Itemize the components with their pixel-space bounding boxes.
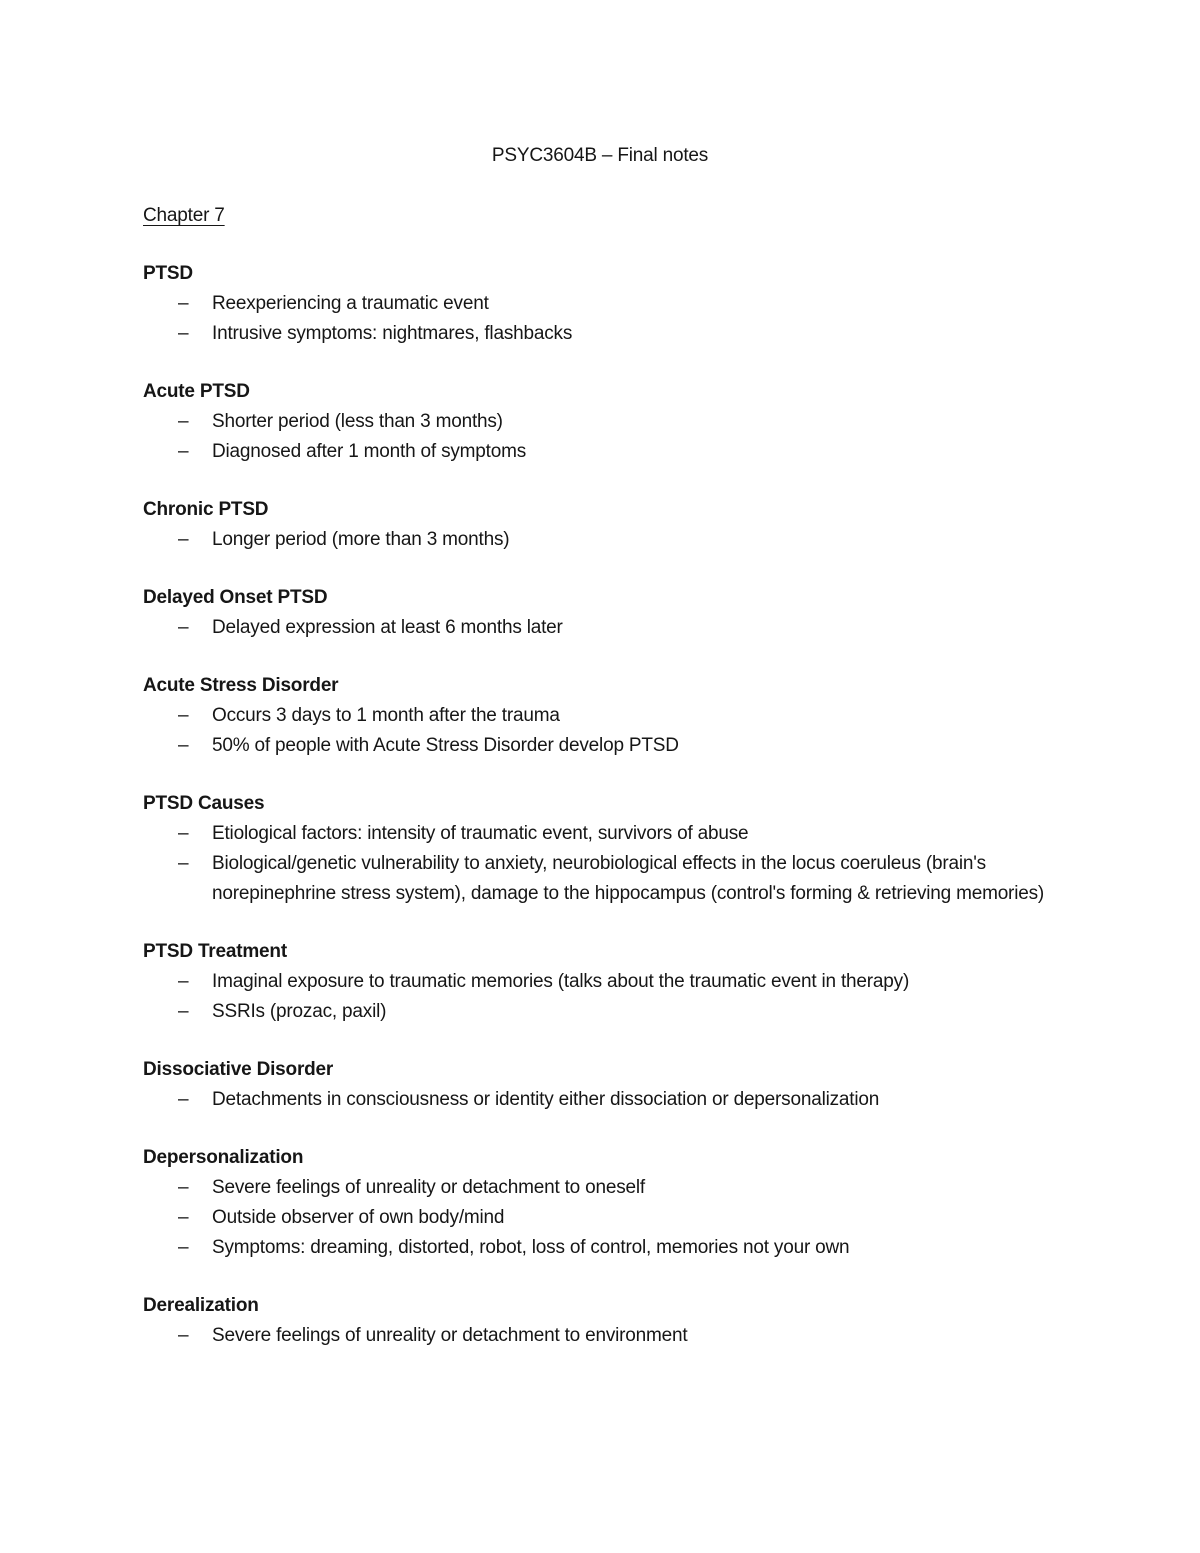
list-item: [143, 437, 1080, 467]
bullet-text: Delayed expression at least 6 months later: [212, 617, 563, 638]
section-delayed-onset-ptsd: [143, 583, 1080, 643]
bullet-list: [143, 967, 1080, 1027]
list-item: [143, 1321, 1080, 1351]
section-acute-stress-disorder: [143, 671, 1080, 761]
list-item: [143, 967, 1080, 997]
list-item: [143, 289, 1080, 319]
list-item: [143, 613, 1080, 643]
document-title: PSYC3604B – Final notes: [491, 145, 709, 166]
section-ptsd: [143, 259, 1080, 349]
section-acute-ptsd: [143, 377, 1080, 467]
bullet-list: [143, 1173, 1080, 1263]
section-ptsd-treatment: [143, 937, 1080, 1027]
list-item: [143, 407, 1080, 437]
chapter-heading: Chapter 7: [143, 205, 225, 226]
list-item: [143, 849, 1080, 909]
bullet-text: Shorter period (less than 3 months): [212, 411, 503, 432]
list-item: [143, 1233, 1080, 1263]
bullet-text: Symptoms: dreaming, distorted, robot, loss of control, memories not your own: [212, 1237, 850, 1258]
dash-bullet-marker: –: [178, 1325, 189, 1346]
bullet-list: [143, 289, 1080, 349]
bullet-text: Etiological factors: intensity of traumatic event, survivors of abuse: [212, 823, 749, 844]
bullet-list: [143, 407, 1080, 467]
list-item: [143, 819, 1080, 849]
chapter-heading-row: [143, 201, 1080, 231]
dash-bullet-marker: –: [178, 823, 189, 844]
bullet-list: [143, 701, 1080, 761]
dash-bullet-marker: –: [178, 735, 189, 756]
bullet-text: Outside observer of own body/mind: [212, 1207, 505, 1228]
bullet-text: Occurs 3 days to 1 month after the trauma: [212, 705, 560, 726]
dash-bullet-marker: –: [178, 323, 189, 344]
section-heading: PTSD Treatment: [143, 941, 287, 962]
bullet-text: SSRIs (prozac, paxil): [212, 1001, 387, 1022]
bullet-text: Imaginal exposure to traumatic memories (talks about the traumatic event in therapy): [212, 971, 910, 992]
bullet-list: [143, 525, 1080, 555]
section-heading: Derealization: [143, 1295, 259, 1316]
bullet-list: [143, 613, 1080, 643]
section-heading: Acute PTSD: [143, 381, 250, 402]
dash-bullet-marker: –: [178, 411, 189, 432]
dash-bullet-marker: –: [178, 529, 189, 550]
list-item: [143, 525, 1080, 555]
section-ptsd-causes: [143, 789, 1080, 909]
dash-bullet-marker: –: [178, 441, 189, 462]
dash-bullet-marker: –: [178, 1207, 189, 1228]
list-item: [143, 1173, 1080, 1203]
section-dissociative-disorder: [143, 1055, 1080, 1115]
section-heading: Acute Stress Disorder: [143, 675, 339, 696]
bullet-list: [143, 819, 1080, 909]
bullet-text: Severe feelings of unreality or detachment to oneself: [212, 1177, 645, 1198]
bullet-text: Reexperiencing a traumatic event: [212, 293, 489, 314]
dash-bullet-marker: –: [178, 971, 189, 992]
dash-bullet-marker: –: [178, 853, 189, 874]
bullet-text: Detachments in consciousness or identity either dissociation or depersonalization: [212, 1089, 880, 1110]
dash-bullet-marker: –: [178, 1001, 189, 1022]
section-heading: PTSD: [143, 263, 193, 284]
dash-bullet-marker: –: [178, 617, 189, 638]
bullet-text: Longer period (more than 3 months): [212, 529, 510, 550]
list-item: [143, 701, 1080, 731]
section-depersonalization: [143, 1143, 1080, 1263]
list-item: [143, 731, 1080, 761]
bullet-text: 50% of people with Acute Stress Disorder develop PTSD: [212, 735, 679, 756]
list-item: [143, 1085, 1080, 1115]
bullet-list: [143, 1085, 1080, 1115]
bullet-list: [143, 1321, 1080, 1351]
list-item: [143, 1203, 1080, 1233]
bullet-text: Intrusive symptoms: nightmares, flashbacks: [212, 323, 573, 344]
section-heading: Chronic PTSD: [143, 499, 269, 520]
dash-bullet-marker: –: [178, 705, 189, 726]
dash-bullet-marker: –: [178, 1237, 189, 1258]
list-item: [143, 319, 1080, 349]
bullet-text: Severe feelings of unreality or detachment to environment: [212, 1325, 688, 1346]
bullet-text: Diagnosed after 1 month of symptoms: [212, 441, 527, 462]
section-heading: Depersonalization: [143, 1147, 304, 1168]
dash-bullet-marker: –: [178, 293, 189, 314]
bullet-text: Biological/genetic vulnerability to anxiety, neurobiological effects in the locus coeruleus (brain's norepinephrine stress system), damage to the hippocampus (control's forming & retrieving memories): [212, 853, 1045, 904]
section-heading: Delayed Onset PTSD: [143, 587, 328, 608]
section-chronic-ptsd: [143, 495, 1080, 555]
section-heading: PTSD Causes: [143, 793, 265, 814]
section-heading: Dissociative Disorder: [143, 1059, 334, 1080]
dash-bullet-marker: –: [178, 1089, 189, 1110]
section-derealization: [143, 1291, 1080, 1351]
list-item: [143, 997, 1080, 1027]
dash-bullet-marker: –: [178, 1177, 189, 1198]
